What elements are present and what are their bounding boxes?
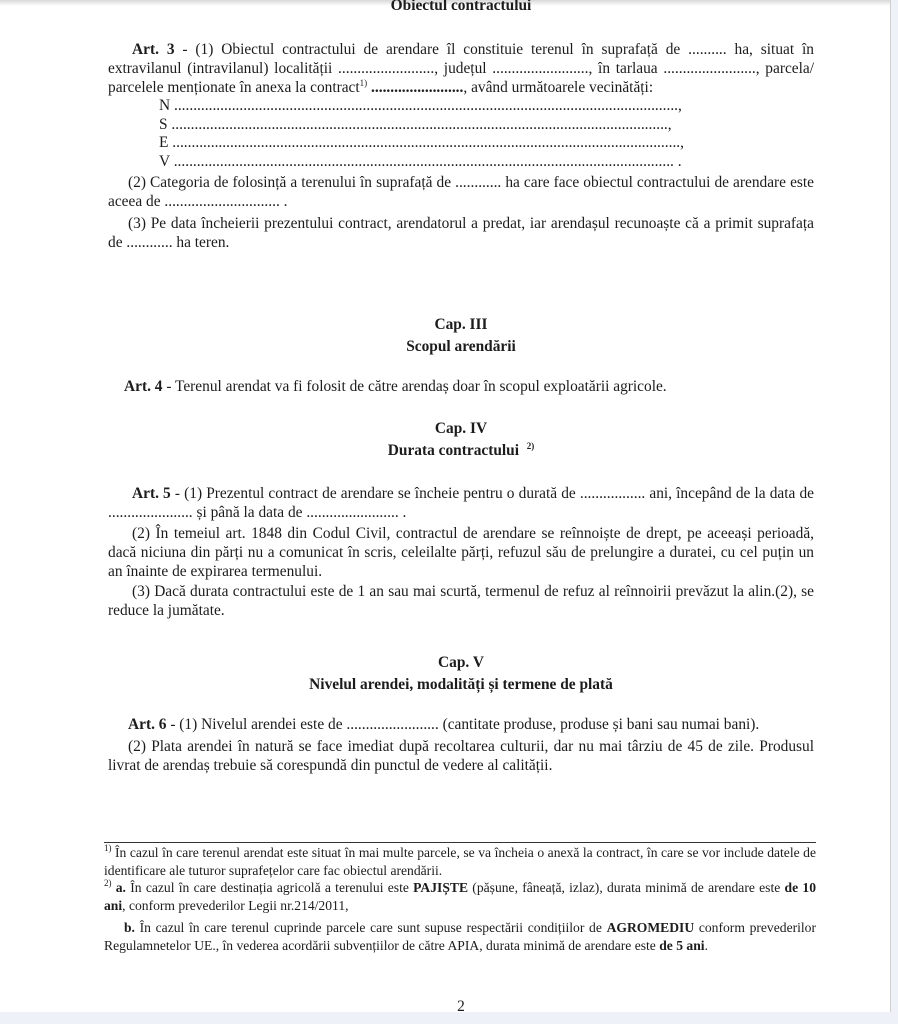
art3-paragraph-3: (3) Pe data încheierii prezentului contract, arendatorul a predat, iar arendașul recunoaște că a primit suprafața de ............ ha teren. bbox=[108, 215, 814, 251]
page-number: 2 bbox=[457, 998, 465, 1015]
footnote-2a-bold-pajiste: PAJIȘTE bbox=[413, 880, 469, 895]
chapter-4-title: Durata contractului bbox=[387, 442, 520, 459]
footnote-2b-text: În cazul în care terenul cuprinde parcele care sunt supuse respectării condițiilor de bbox=[134, 920, 607, 935]
neighbor-east bbox=[108, 134, 814, 153]
footnote-2a bbox=[104, 879, 816, 914]
art5-paragraph-3: (3) Dacă durata contractului este de 1 an sau mai scurtă, termenul de refuz al reînnoirii prevăzut la alin.(2), se reduce la jumătate. bbox=[108, 583, 814, 619]
art4-text: - Terenul arendat va fi folosit de către arendaș doar în scopul exploatării agricole. bbox=[162, 378, 667, 395]
chapter-3-heading: Cap. III bbox=[434, 316, 488, 333]
chapter-3-title: Scopul arendării bbox=[406, 338, 516, 355]
art3-blank-dots: ........................ bbox=[367, 79, 464, 96]
neighbor-value: ................................................................................................................................., bbox=[167, 115, 672, 133]
footnote-2b-text: . bbox=[704, 937, 708, 953]
article-3 bbox=[108, 40, 814, 252]
neighbor-west bbox=[108, 153, 814, 172]
art6-paragraph-2: (2) Plata arendei în natură se face imediat după recoltarea culturii, dar nu mai târziu de 45 de zile. Produsul livrat de arendaș trebuie să corespundă din punctul de vedere al calității. bbox=[108, 738, 814, 774]
art5-paragraph-1 bbox=[108, 484, 814, 522]
footnote-2a-bold-duration: de 10 ani bbox=[104, 880, 816, 913]
art3-p1-text: - (1) Obiectul contractului de arendare îl constituie terenul în suprafață de .......... ha, situat în extravilanul (intravilanul) localității ........................., județul ........................., în tarlaua ........................, parcela/ parcelele menționate în anexa la contract bbox=[108, 41, 814, 96]
footnote-2a-text: În cazul în care destinația agricolă a terenului este bbox=[125, 880, 414, 895]
neighbor-south bbox=[108, 116, 814, 135]
art6-paragraph-1 bbox=[108, 715, 814, 734]
art3-paragraph-2: (2) Categoria de folosință a terenului în suprafață de ............ ha care face obiectul contractului de arendare este aceea de .............................. . bbox=[108, 174, 814, 210]
art3-number: 3 bbox=[166, 41, 175, 58]
footnote-2-mark: 2) bbox=[104, 878, 112, 888]
neighbor-dir: V bbox=[159, 152, 170, 170]
art5-p1-text: - (1) Prezentul contract de arendare se încheie pentru o durată de ................. ani, începând de la data de ...................... și până la data de ........................ . bbox=[108, 485, 814, 521]
art6-p1-text: - (1) Nivelul arendei este de ........................ (cantitate produse, produse și bani sau numai bani). bbox=[166, 716, 760, 733]
neighbor-north bbox=[108, 97, 814, 116]
footnote-2b bbox=[104, 919, 816, 954]
neighbor-dir: E bbox=[159, 134, 169, 151]
section-title-top: Obiectul contractului bbox=[390, 0, 532, 14]
art5-label: Art. 5 bbox=[132, 485, 171, 502]
art3-p1-end: , având următoarele vecinătăți: bbox=[463, 79, 654, 96]
neighbor-dir: N bbox=[159, 97, 171, 114]
footnote-2b-bold-duration: de 5 ani bbox=[659, 937, 705, 953]
footnote-2a-text: (pășune, fâneață, izlaz), durata minimă de arendare este bbox=[468, 880, 785, 895]
neighbor-value: ..................................................................................................................................., bbox=[170, 97, 682, 114]
footnote-1 bbox=[104, 844, 816, 879]
chapter-4-title-row bbox=[108, 440, 814, 461]
art4-paragraph bbox=[124, 377, 814, 396]
art6-label: Art. 6 bbox=[128, 716, 167, 733]
chapter-5-heading: Cap. V bbox=[438, 654, 484, 671]
art4-label: Art. 4 bbox=[124, 378, 163, 395]
art3-paragraph-1 bbox=[108, 40, 814, 97]
chapter-5-title: Nivelul arendei, modalități și termene de plată bbox=[309, 676, 613, 693]
footnote-ref-2: 2) bbox=[526, 441, 535, 451]
footnote-1-text: În cazul în care terenul arendat este situat în mai multe parcele, se va încheia o anexă la contract, în care se vor include datele de identificare ale tuturor suprafețelor care fac obiectul arendării. bbox=[104, 845, 816, 878]
footnote-2a-label: a. bbox=[111, 880, 126, 895]
footnote-2b-text: conform prevederilor Regulamnetelor UE., în vederea acordării subvențiilor de către APIA, durata minimă de arendare este bbox=[104, 920, 817, 953]
footnote-divider bbox=[104, 842, 816, 843]
footnote-2b-bold-agromediu: AGROMEDIU bbox=[606, 920, 695, 935]
footnote-ref-1: 1) bbox=[359, 78, 368, 88]
footnote-2a-text: , conform prevederilor Legii nr.214/2011, bbox=[122, 897, 349, 913]
footnotes bbox=[104, 842, 816, 954]
art3-label: Art. bbox=[132, 41, 159, 58]
footnote-1-mark: 1) bbox=[104, 843, 112, 853]
footnote-2b-label: b. bbox=[124, 920, 135, 935]
chapter-4-heading: Cap. IV bbox=[434, 420, 488, 437]
neighbor-value: .................................................................................................................................. . bbox=[169, 152, 682, 170]
art5-paragraph-2: (2) În temeiul art. 1848 din Codul Civil, contractul de arendare se reînnoiște de drept, pe aceeași perioadă, dacă niciuna din părți nu a comunicat în scris, celeilalte părți, refuzul său de prelungire a duratei, cu cel puțin un an înainte de expirarea termenului. bbox=[108, 525, 814, 580]
neighbor-value: ...................................................................................................................................., bbox=[168, 134, 684, 151]
article-5 bbox=[108, 484, 814, 620]
neighbor-dir: S bbox=[159, 115, 168, 133]
article-6 bbox=[108, 715, 814, 775]
